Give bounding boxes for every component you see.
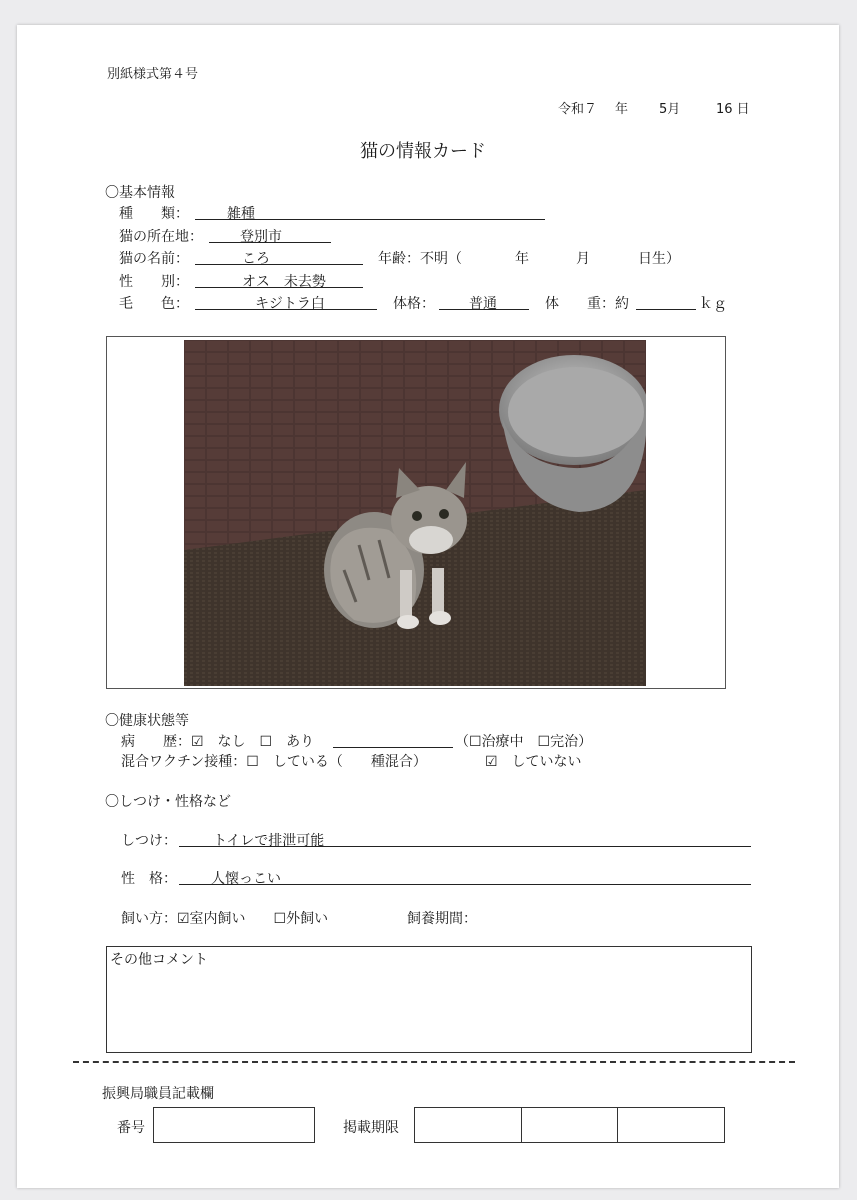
- document-sheet: [17, 25, 839, 1188]
- basic-info-heading: 〇基本情報: [105, 185, 175, 201]
- color-label: 毛 色：: [119, 296, 189, 312]
- cat-photo-image: [184, 340, 646, 686]
- shitsuke-value: トイレで排泄可能: [213, 833, 325, 849]
- type-value: 雑種: [227, 206, 255, 222]
- cat-photo: [184, 340, 646, 686]
- keeping-checkboxes[interactable]: 飼い方：☑室内飼い ☐外飼い: [121, 911, 329, 927]
- date-era: 令和７: [558, 102, 598, 117]
- period-limit-field-3[interactable]: [617, 1107, 725, 1143]
- age-born: 日生）: [638, 251, 680, 267]
- period-label: 飼養期間：: [407, 911, 477, 927]
- date-month: 5月: [659, 102, 681, 117]
- sex-label: 性 別：: [119, 274, 189, 290]
- cut-line: [73, 1061, 795, 1063]
- comment-label: その他コメント: [110, 952, 208, 968]
- date-day: 16 日: [716, 102, 750, 117]
- location-label: 猫の所在地：: [119, 229, 203, 245]
- treatment-checkboxes[interactable]: （☐治療中 ☐完治）: [455, 734, 593, 750]
- illness-underline: [333, 747, 453, 748]
- period-limit-label: 掲載期限: [343, 1120, 399, 1136]
- name-label: 猫の名前：: [119, 251, 189, 267]
- weight-underline: [636, 309, 696, 310]
- build-label: 体格：: [393, 296, 435, 312]
- period-limit-field-2[interactable]: [521, 1107, 618, 1143]
- number-field[interactable]: [153, 1107, 315, 1143]
- type-label: 種 類：: [119, 206, 189, 222]
- photo-frame: [106, 336, 726, 689]
- weight-unit: ｋｇ: [699, 296, 727, 312]
- illness-checkboxes[interactable]: 病 歴：☑ なし ☐ あり: [121, 734, 315, 750]
- page-title: 猫の情報カード: [360, 141, 486, 162]
- name-value: ころ: [242, 251, 270, 267]
- training-heading: 〇しつけ・性格など: [105, 794, 231, 810]
- vaccine-done-checkbox[interactable]: 混合ワクチン接種：☐ している（ 種混合）: [121, 754, 427, 770]
- comment-box[interactable]: [106, 946, 752, 1053]
- sex-value: オス 未去勢: [242, 274, 326, 290]
- age-month: 月: [576, 251, 590, 267]
- color-value: キジトラ白: [255, 296, 325, 312]
- weight-label: 体 重：約: [545, 296, 629, 312]
- office-heading: 振興局職員記載欄: [102, 1086, 214, 1102]
- age-year: 年: [515, 251, 529, 267]
- name-underline: [195, 264, 363, 265]
- shitsuke-label: しつけ：: [121, 833, 177, 849]
- location-value: 登別市: [240, 229, 282, 245]
- health-heading: 〇健康状態等: [105, 713, 189, 729]
- date-year-unit: 年: [615, 102, 629, 117]
- period-limit-field-1[interactable]: [414, 1107, 522, 1143]
- vaccine-not-done-checkbox[interactable]: ☑ していない: [485, 754, 582, 770]
- seikaku-value: 人懐っこい: [211, 871, 281, 887]
- form-number: 別紙様式第４号: [107, 67, 199, 82]
- number-label: 番号: [117, 1120, 145, 1136]
- age-label: 年齢：不明（: [378, 251, 462, 267]
- seikaku-label: 性 格：: [121, 871, 177, 887]
- build-value: 普通: [469, 296, 497, 312]
